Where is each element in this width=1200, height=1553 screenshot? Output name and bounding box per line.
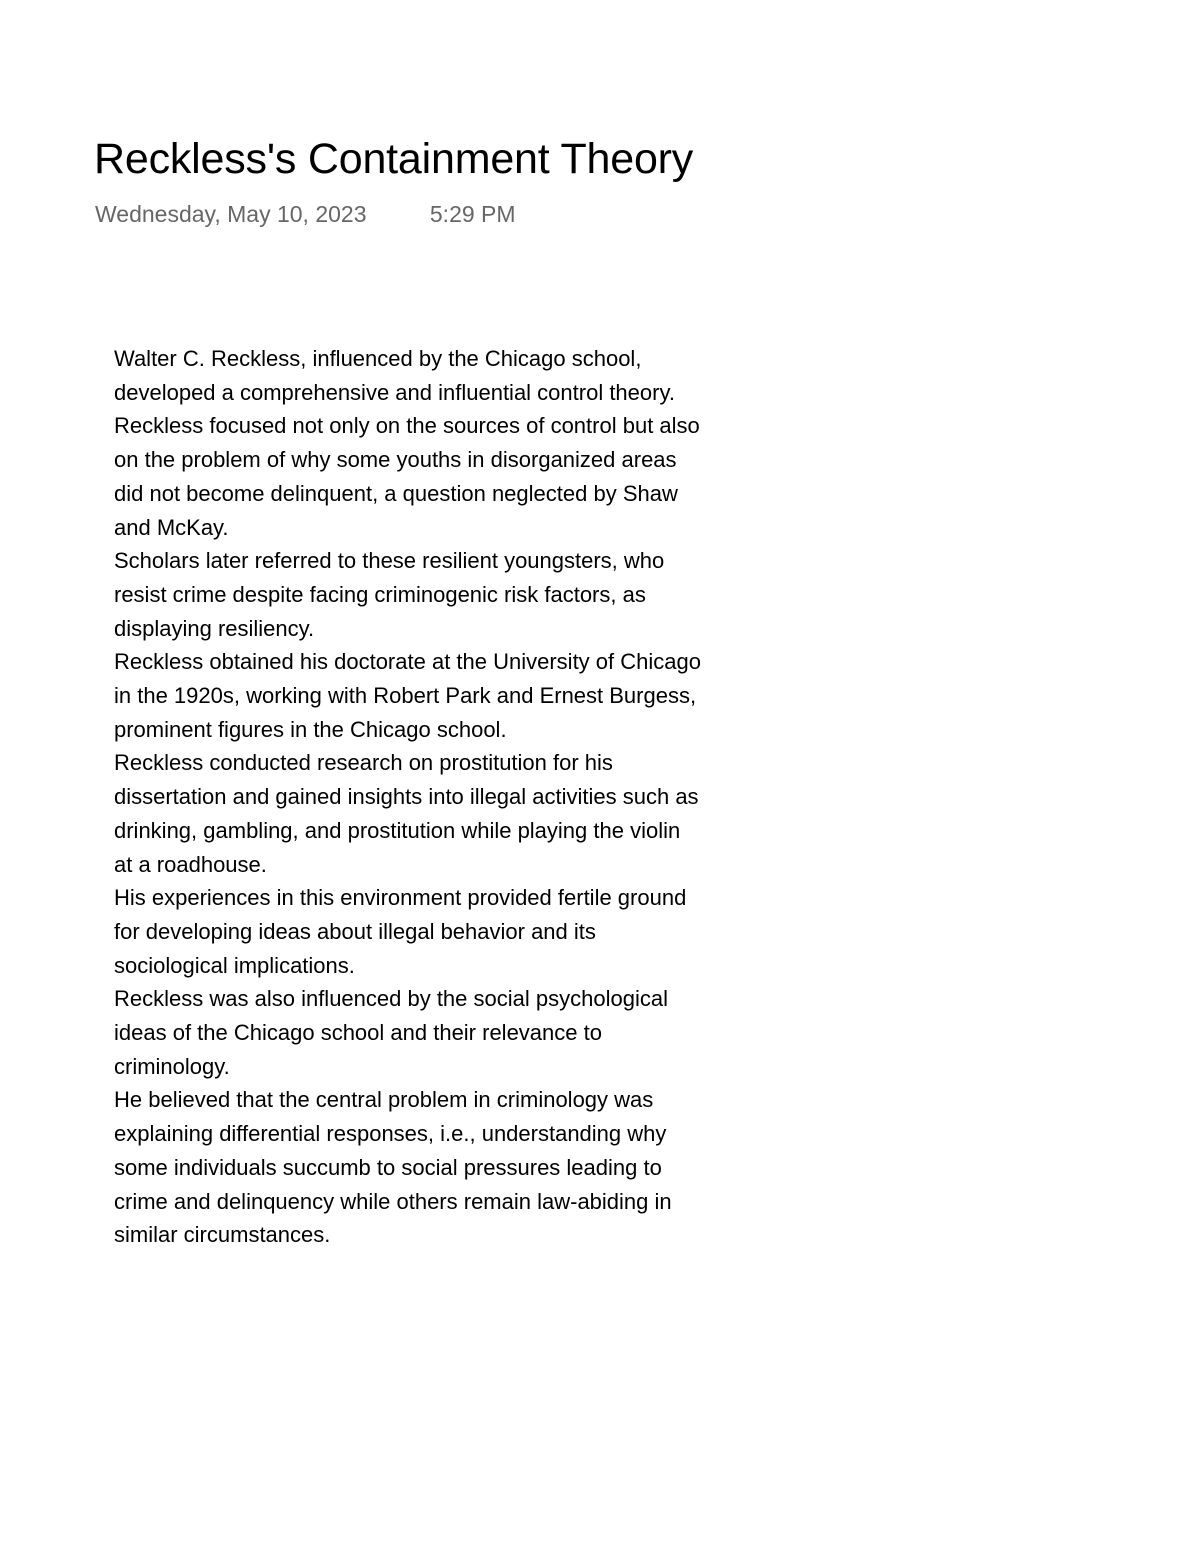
- list-item-text: Reckless conducted research on prostitution for his dissertation and gained insights into illegal activities such as drinking, gambling, and prostitution while playing the violin at a roadhouse.: [114, 750, 699, 877]
- list-item: [114, 746, 704, 881]
- list-item: [114, 982, 704, 1083]
- list-item: [114, 544, 704, 645]
- list-item-text: He believed that the central problem in criminology was explaining differential responses, i.e., understanding why some individuals succumb to social pressures leading to crime and delinquency while others remain law-abiding in similar circumstances.: [114, 1087, 672, 1248]
- list-item: [114, 881, 704, 982]
- list-item: [114, 342, 704, 409]
- list-item: [114, 1083, 704, 1252]
- list-item-text: Reckless was also influenced by the social psychological ideas of the Chicago school and their relevance to criminology.: [114, 986, 668, 1079]
- note-date: Wednesday, May 10, 2023: [95, 201, 367, 227]
- list-item: [114, 409, 704, 544]
- list-item-text: Reckless obtained his doctorate at the University of Chicago in the 1920s, working with Robert Park and Ernest Burgess, prominent figures in the Chicago school.: [114, 649, 701, 742]
- note-timestamp: [95, 199, 516, 229]
- page-title: Reckless's Containment Theory: [94, 135, 694, 183]
- bullet-list: [114, 342, 704, 1437]
- list-item-text: Reckless focused not only on the sources of control but also on the problem of why some youths in disorganized areas did not become delinquent, a question neglected by Shaw and McKay.: [114, 413, 700, 540]
- list-item-text: Scholars later referred to these resilient youngsters, who resist crime despite facing criminogenic risk factors, as displaying resiliency.: [114, 548, 665, 641]
- list-item: [114, 645, 704, 746]
- list-item-text: His experiences in this environment provided fertile ground for developing ideas about illegal behavior and its sociological implications.: [114, 885, 687, 978]
- note-time: 5:29 PM: [429, 201, 516, 227]
- list-item-text: Walter C. Reckless, influenced by the Chicago school, developed a comprehensive and influential control theory.: [114, 346, 675, 405]
